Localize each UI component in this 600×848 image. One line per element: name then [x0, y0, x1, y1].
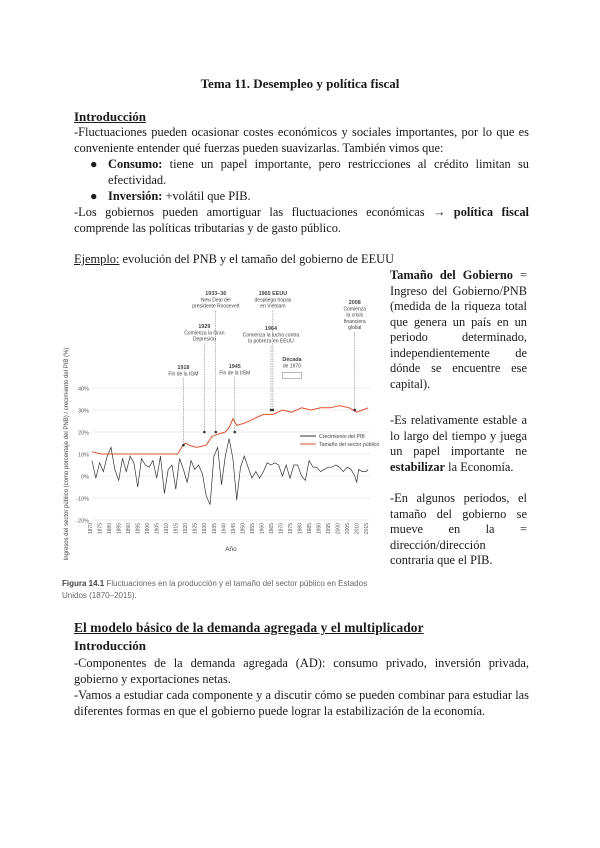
y-tick-label: 20% — [77, 430, 89, 437]
bullet-label: Consumo: — [108, 157, 163, 171]
annotation-text: global — [348, 325, 362, 332]
annotation-point — [272, 409, 275, 412]
annotation-text: financiera — [343, 318, 366, 325]
x-tick-label: 2015 — [364, 523, 371, 535]
annotation-point — [234, 431, 237, 434]
x-tick-label: 1925 — [192, 523, 199, 535]
x-tick-label: 1895 — [135, 523, 142, 535]
annotation-point — [182, 444, 185, 447]
x-tick-label: 1940 — [221, 523, 228, 535]
bullet-consumo — [92, 157, 529, 188]
x-tick-label: 1910 — [164, 523, 171, 535]
side-bold: estabilizar — [390, 459, 446, 474]
annotation-text: Comienza la lucha contra — [242, 332, 300, 339]
annotation-text: de 1970 — [282, 363, 301, 370]
p2-a: -Los gobiernos pueden amortiguar las fluctuaciones económicas → — [74, 205, 454, 219]
y-axis-label: Ingresos del sector público (como porcentaje del PNB) / crecimiento del PIB (%) — [64, 347, 70, 561]
annotation-text: la pobreza en EEUU — [248, 338, 294, 345]
x-tick-label: 1975 — [287, 523, 294, 535]
x-tick-label: 1990 — [316, 523, 323, 535]
section2-heading: El modelo básico de la demanda agregada y el multiplicador — [74, 620, 424, 635]
side-paragraph-1 — [390, 268, 527, 392]
x-tick-label: 1870 — [88, 523, 94, 535]
annotation-text: New Deal del — [200, 297, 231, 304]
x-tick-label: 1970 — [278, 523, 285, 535]
x-tick-label: 1935 — [211, 523, 218, 535]
annotation-text: 1933–36 — [205, 291, 227, 297]
x-tick-label: 1955 — [249, 523, 256, 535]
annotation-text: presidente Roosevelt — [192, 303, 240, 310]
side-text: -Es relativamente estable a lo largo del tiempo y juega un papel importante ne — [390, 413, 527, 458]
annotation-text: 1965 EEUU — [258, 291, 288, 297]
x-tick-label: 1880 — [107, 523, 114, 535]
annotation-bracket — [282, 372, 301, 378]
annotation-text: 1918 — [177, 365, 190, 371]
figure-chart — [58, 282, 380, 578]
annotation-text: en Vietnam — [260, 303, 286, 310]
x-tick-label: 1915 — [173, 523, 180, 535]
bullet-text: tiene un papel importante, pero restricciones al crédito limitan su efectividad. — [108, 157, 529, 187]
side-bold: Tamaño del Gobierno — [390, 268, 513, 282]
x-tick-label: 1875 — [97, 523, 104, 535]
annotation-point — [214, 431, 217, 434]
annotation-text: Década — [282, 357, 302, 363]
bullet-label: Inversión: — [108, 189, 163, 203]
x-tick-label: 1980 — [297, 523, 304, 535]
p2-bold: política fiscal — [453, 205, 529, 219]
series-line-pib — [92, 439, 368, 505]
annotation-text: 2008 — [348, 300, 361, 306]
annotation-text: 1929 — [198, 324, 211, 330]
annotation-point — [353, 409, 356, 412]
x-tick-label: 1905 — [154, 523, 161, 535]
x-tick-label: 1900 — [145, 523, 152, 535]
y-tick-label: 0% — [81, 474, 89, 481]
y-tick-label: 40% — [77, 386, 89, 393]
y-tick-label: -20% — [76, 518, 89, 525]
x-tick-label: 1945 — [230, 523, 237, 535]
caption-text: Fluctuaciones en la producción y el tamaño del sector público en Estados Unidos (1870–2015). — [62, 579, 368, 600]
legend-label: Crecimiento del PIB — [319, 434, 365, 440]
page-title: Tema 11. Desempleo y política fiscal — [200, 76, 400, 91]
side-paragraph-2 — [390, 413, 527, 475]
x-tick-label: 1950 — [240, 523, 247, 535]
x-tick-label: 2000 — [335, 523, 342, 535]
annotation-text: despliega tropas — [254, 297, 292, 304]
x-tick-label: 1965 — [268, 523, 275, 535]
x-tick-label: 2005 — [345, 523, 352, 535]
annotation-point — [203, 431, 206, 434]
intro-paragraph-2 — [74, 205, 529, 236]
annotation-text: Fin de la IISM — [219, 370, 251, 377]
x-tick-label: 1920 — [183, 523, 190, 535]
figure-caption — [62, 578, 382, 602]
example-text: evolución del PNB y el tamaño del gobierno de EEUU — [119, 252, 395, 266]
annotation-text: Comienza la Gran — [184, 330, 225, 337]
section2-paragraph-1: -Componentes de la demanda agregada (AD): consumo privado, inversión privada, gobierno y exportaciones netas. — [74, 656, 529, 686]
annotation-text: 1945 — [228, 364, 241, 370]
example-label: Ejemplo: — [74, 252, 120, 266]
annotation-text: Depresión — [192, 336, 216, 343]
x-tick-label: 2010 — [354, 523, 361, 535]
y-tick-label: -10% — [76, 496, 89, 503]
x-tick-label: 1995 — [326, 523, 333, 535]
x-tick-label: 1885 — [116, 523, 123, 535]
caption-label: Figura 14.1 — [62, 579, 105, 588]
bullet-dot: ● — [90, 157, 98, 171]
p2-c: comprende las políticas tributarias y de gasto público. — [74, 220, 342, 235]
side-text: = Ingreso del Gobierno/PNB (medida de la riqueza total que genera un país en un periodo determinado, independientemente de dónde se encuentre ese capital). — [390, 268, 527, 391]
example-line — [74, 252, 529, 268]
y-tick-label: 10% — [77, 452, 89, 459]
section2-paragraph-2: -Vamos a estudiar cada componente y a discutir cómo se pueden combinar para estudiar las diferentes formas en que el gobierno puede lograr la estabilización de la economía. — [74, 688, 529, 718]
side-paragraph-3: -En algunos periodos, el tamaño del gobierno se mueve en la = dirección/dirección contraria que el PIB. — [390, 491, 527, 567]
bullet-dot: ● — [90, 189, 98, 203]
annotation-text: Fin de la IGM — [168, 371, 199, 378]
annotation-text: Comienza — [343, 306, 367, 313]
intro-paragraph-1: -Fluctuaciones pueden ocasionar costes económicos y sociales importantes, por lo que es conveniente entender qué fuerzas pueden suavizarlas. También vimos que: — [74, 125, 529, 155]
x-axis-label: Año — [225, 546, 237, 553]
x-tick-label: 1985 — [306, 523, 313, 535]
intro-heading: Introducción — [74, 109, 146, 124]
section2-subheading: Introducción — [74, 638, 146, 653]
side-text: la Economía. — [445, 459, 514, 474]
x-tick-label: 1890 — [126, 523, 133, 535]
legend-label: Tamaño del sector público — [319, 442, 380, 448]
x-tick-label: 1930 — [202, 523, 209, 535]
annotation-text: 1964 — [264, 326, 277, 332]
annotation-text: la crisis — [346, 312, 364, 319]
bullet-text: +volátil que PIB. — [162, 189, 251, 203]
x-tick-label: 1960 — [259, 523, 266, 535]
bullet-inversion — [92, 189, 529, 205]
y-tick-label: 30% — [77, 408, 89, 415]
